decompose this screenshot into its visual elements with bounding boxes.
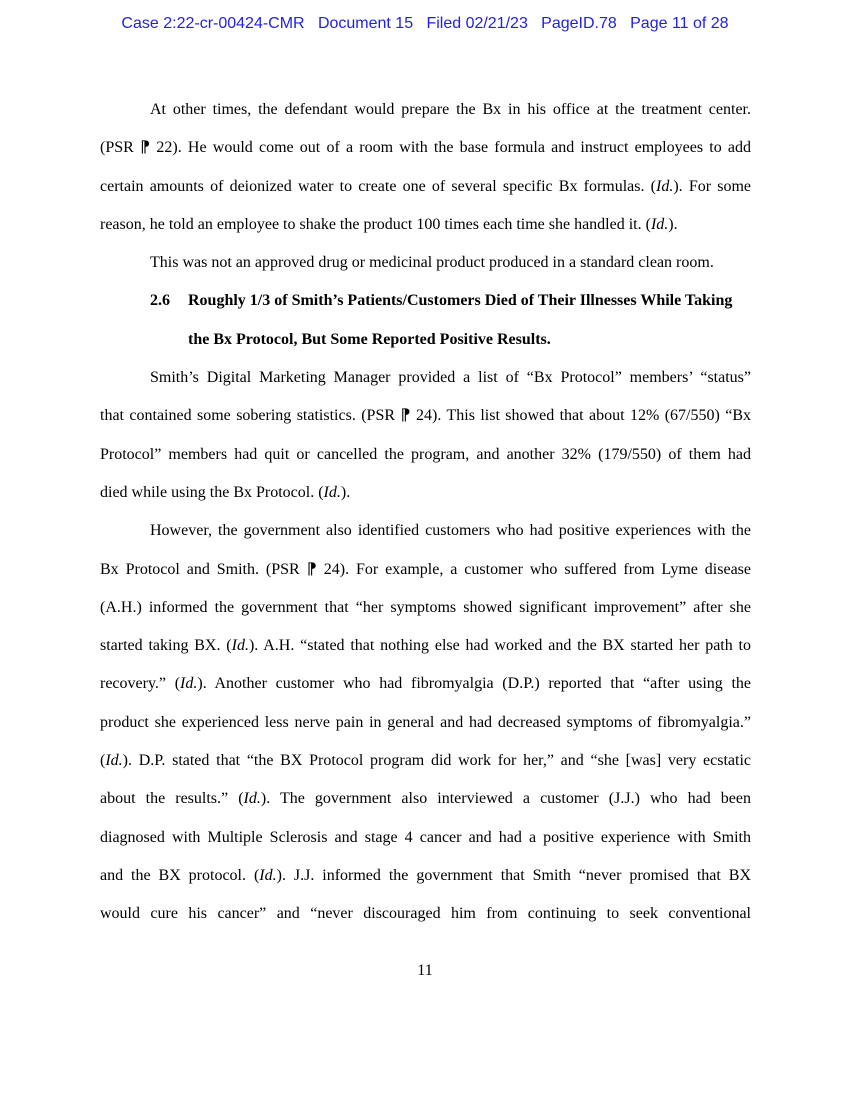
p4-line: about the results.” (Id.). The government also interviewed a customer (J.J.) who had been bbox=[100, 790, 751, 808]
p3-line: that contained some sobering statistics. (PSR ⁋ 24). This list showed that about 12% (67/550) “Bx bbox=[100, 407, 751, 425]
p4-line: would cure his cancer” and “never discouraged him from continuing to seek conventional bbox=[100, 905, 751, 923]
p4-line: (A.H.) informed the government that “her symptoms showed significant improvement” after she bbox=[100, 598, 751, 616]
section-number: 2.6 bbox=[150, 292, 170, 310]
section-heading bbox=[100, 282, 751, 320]
p3-line: Smith’s Digital Marketing Manager provided a list of “Bx Protocol” members’ “status” bbox=[150, 369, 751, 387]
p1-line: certain amounts of deionized water to create one of several specific Bx formulas. (Id.). For some bbox=[100, 177, 751, 195]
case-header: Case 2:22-cr-00424-CMR Document 15 Filed 02/21/23 PageID.78 Page 11 of 28 bbox=[121, 15, 729, 32]
p4-line: started taking BX. (Id.). A.H. “stated that nothing else had worked and the BX started her path to bbox=[100, 637, 751, 655]
document-body bbox=[100, 91, 751, 934]
p2-line: This was not an approved drug or medicinal product produced in a standard clean room. bbox=[150, 254, 714, 272]
section-heading-line-1: Roughly 1/3 of Smith’s Patients/Customers Died of Their Illnesses While Taking bbox=[188, 292, 733, 310]
p4-line: Bx Protocol and Smith. (PSR ⁋ 24). For example, a customer who suffered from Lyme disease bbox=[100, 560, 751, 578]
p1-line: (PSR ⁋ 22). He would come out of a room with the base formula and instruct employees to add bbox=[100, 139, 751, 157]
p4-line: (Id.). D.P. stated that “the BX Protocol program did work for her,” and “she [was] very ecstatic bbox=[100, 752, 751, 770]
p1-line: reason, he told an employee to shake the product 100 times each time she handled it. (Id.). bbox=[100, 215, 678, 233]
p4-line: However, the government also identified customers who had positive experiences with the bbox=[150, 522, 751, 540]
p4-line: diagnosed with Multiple Sclerosis and stage 4 cancer and had a positive experience with Smith bbox=[100, 828, 751, 846]
p3-line: Protocol” members had quit or cancelled the program, and another 32% (179/550) of them had bbox=[100, 445, 751, 463]
p1-line: At other times, the defendant would prepare the Bx in his office at the treatment center. bbox=[150, 101, 751, 118]
page-number: 11 bbox=[417, 962, 433, 979]
p4-line: recovery.” (Id.). Another customer who had fibromyalgia (D.P.) reported that “after using the bbox=[100, 675, 751, 693]
p3-line: died while using the Bx Protocol. (Id.). bbox=[100, 483, 351, 501]
p4-line: and the BX protocol. (Id.). J.J. informed the government that Smith “never promised that BX bbox=[100, 866, 751, 884]
section-heading-line-2: the Bx Protocol, But Some Reported Positive Results. bbox=[188, 330, 551, 348]
p4-line: product she experienced less nerve pain in general and had decreased symptoms of fibromyalgia.” bbox=[100, 713, 751, 731]
